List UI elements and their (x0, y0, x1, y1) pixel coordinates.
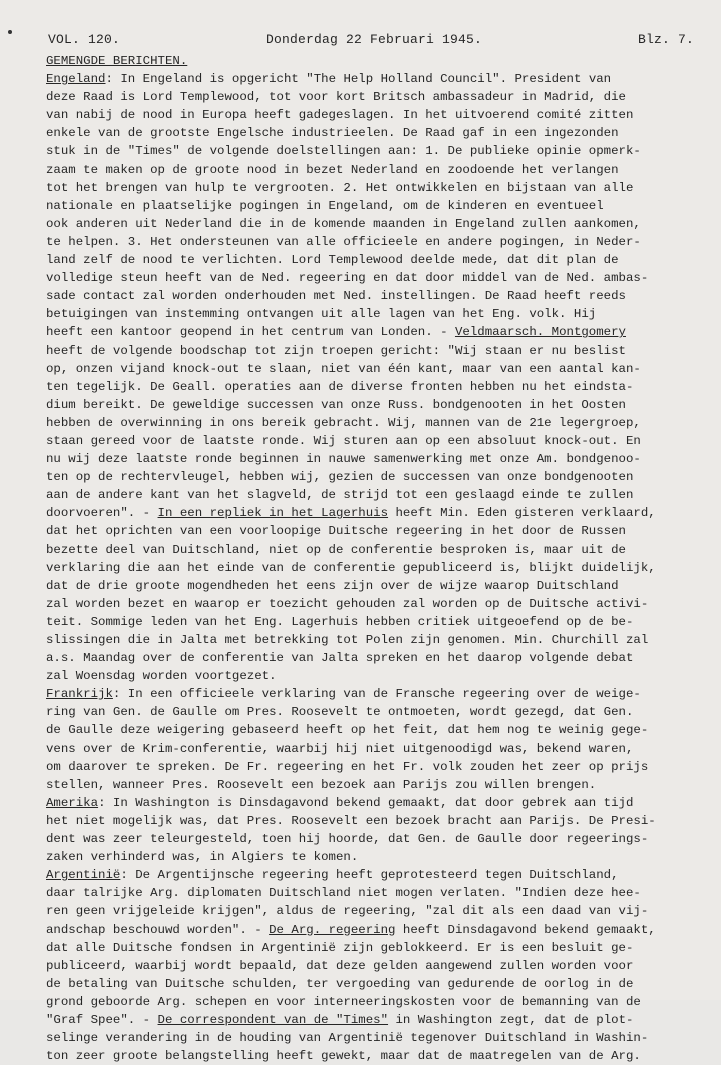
text-line (46, 414, 698, 432)
text-segment: het niet mogelijk was, dat Pres. Roosevelt een bezoek bracht aan Parijs. De Presi- (46, 813, 656, 828)
text-line (46, 993, 698, 1011)
text-line (46, 957, 698, 975)
text-line (46, 1047, 698, 1065)
text-segment: : In Engeland is opgericht "The Help Holland Council". President van (105, 72, 612, 87)
text-line (46, 577, 698, 595)
text-segment: ten op de rechtervleugel, hebben wij, gezien de successen van onze bondgenooten (46, 470, 634, 485)
text-segment: staan gereed voor de laatste ronde. Wij sturen aan op een absoluut knock-out. En (46, 433, 641, 448)
text-segment: heeft een kantoor geopend in het centrum van Londen. - (46, 325, 455, 340)
text-segment: dium bereikt. De geweldige successen van onze Russ. bondgenooten in het Oosten (46, 397, 626, 412)
text-segment: zaam te maken op de groote nood in bezet Nederland en zoodoende het verlangen (46, 162, 619, 177)
text-line (46, 1011, 698, 1029)
text-segment: in Washington zegt, dat de plot- (388, 1012, 634, 1027)
underlined-heading: Argentinië (46, 868, 121, 883)
text-line (46, 378, 698, 396)
text-segment: dat het oprichten van een voorloopige Duitsche regeering in het door de Russen (46, 524, 626, 539)
text-segment: betuigingen van instemming ontvangen uit alle lagen van het Eng. volk. Hij (46, 307, 597, 322)
text-line (46, 794, 698, 812)
text-line (46, 251, 698, 269)
text-line (46, 559, 698, 577)
section-title (46, 52, 698, 70)
text-line (46, 631, 698, 649)
text-line (46, 848, 698, 866)
text-segment: : In een officieele verklaring van de Fransche regeering over de weige- (112, 687, 641, 702)
text-line (46, 504, 698, 522)
text-line (46, 975, 698, 993)
text-segment: ten tegelijk. De Geall. operaties aan de diverse fronten hebben nu het eindsta- (46, 379, 634, 394)
underlined-heading: Engeland (46, 72, 106, 87)
text-segment: "Graf Spee". - (46, 1012, 158, 1027)
text-segment: ren geen vrijgeleide krijgen", aldus de regeering, "zal dit als een daad van vij- (46, 904, 649, 919)
text-line (46, 161, 698, 179)
text-line (46, 921, 698, 939)
text-line (46, 595, 698, 613)
text-line (46, 866, 698, 884)
text-segment: enkele van de grootste Engelsche industrieelen. De Raad gaf in een ingezonden (46, 126, 619, 141)
text-line (46, 649, 698, 667)
text-line (46, 721, 698, 739)
text-segment: stuk in de "Times" de volgende doelstellingen aan: 1. De publieke opinie opmerk- (46, 144, 641, 159)
text-line (46, 939, 698, 957)
text-segment: aan de andere kant van het slagveld, de strijd tot een geslaagd einde te zullen (46, 488, 634, 503)
punch-mark (8, 30, 12, 34)
text-segment: deze Raad is Lord Templewood, tot voor kort Britsch ambassadeur in Madrid, die (46, 90, 626, 105)
text-segment: volledige steun heeft van de Ned. regeering en dat door middel van de Ned. ambas- (46, 271, 649, 286)
text-line (46, 233, 698, 251)
text-segment: : De Argentijnsche regeering heeft geprotesteerd tegen Duitschland, (120, 868, 619, 883)
text-line (46, 468, 698, 486)
text-segment: heeft Dinsdagavond bekend gemaakt, (395, 922, 656, 937)
text-segment: heeft de volgende boodschap tot zijn troepen gericht: "Wij staan er nu beslist (46, 343, 626, 358)
text-segment: de Gaulle deze weigering gebaseerd heeft op het feit, dat hem nog te weinig gege- (46, 723, 649, 738)
text-segment: heeft Min. Eden gisteren verklaard, (388, 506, 656, 521)
text-segment: nu wij deze laatste ronde beginnen in nauwe samenwerking met onze Am. bondgenoo- (46, 452, 641, 467)
text-segment: dat de drie groote mogendheden het eens zijn over de wijze waarop Duitschland (46, 578, 619, 593)
text-line (46, 486, 698, 504)
text-segment: andschap beschouwd worden". - (46, 922, 270, 937)
text-segment: van nabij de nood in Europa heeft gadegeslagen. In het uitvoerend comité zitten (46, 108, 634, 123)
underlined-heading: De correspondent van de "Times" (157, 1012, 389, 1027)
text-line (46, 685, 698, 703)
text-segment: tot het brengen van hulp te vergrooten. 2. Het ontwikkelen en bijstaan van alle (46, 180, 634, 195)
text-line (46, 902, 698, 920)
article-body (46, 52, 698, 1065)
text-line (46, 287, 698, 305)
text-segment: doorvoeren". - (46, 506, 158, 521)
text-segment: ton zeer groote belangstelling heeft gewekt, maar dat de maatregelen van de Arg. (46, 1049, 641, 1064)
text-segment: slissingen die in Jalta met betrekking tot Polen zijn genomen. Min. Churchill zal (46, 633, 649, 647)
text-line (46, 667, 698, 685)
text-segment: zal Woensdag worden voortgezet. (46, 669, 277, 684)
text-line (46, 179, 698, 197)
text-segment: ook anderen uit Nederland die in de komende maanden in Engeland zullen aankomen, (46, 216, 641, 231)
text-segment: land zelf de nood te verlichten. Lord Templewood deelde mede, dat dit plan de (46, 253, 619, 268)
text-line (46, 142, 698, 160)
text-line (46, 884, 698, 902)
underlined-heading: In een repliek in het Lagerhuis (157, 506, 389, 521)
text-line (46, 124, 698, 142)
volume-number: VOL. 120. (48, 32, 121, 47)
text-line (46, 106, 698, 124)
underlined-heading: Veldmaarsch. Montgomery (454, 325, 626, 340)
text-segment: ring van Gen. de Gaulle om Pres. Roosevelt te ontmoeten, wordt gezegd, dat Gen. (46, 705, 634, 720)
text-line (46, 812, 698, 830)
text-line (46, 522, 698, 540)
text-segment: publiceerd, waarbij wordt bepaald, dat deze gelden aangewend zullen worden voor (46, 958, 634, 973)
underlined-heading: Frankrijk (46, 687, 113, 702)
text-line (46, 776, 698, 794)
text-segment: selinge verandering in de houding van Argentinië tegenover Duitschland in Washin- (46, 1031, 649, 1046)
text-line (46, 396, 698, 414)
text-segment: stellen, wanneer Pres. Roosevelt een bezoek aan Parijs zou willen brengen. (46, 777, 597, 792)
text-line (46, 88, 698, 106)
text-segment: dent was zeer teleurgesteld, toen hij hoorde, dat Gen. de Gaulle door regeerings- (46, 832, 649, 847)
text-line (46, 70, 698, 88)
text-segment: a.s. Maandag over de conferentie van Jalta spreken en het daarop volgende debat (46, 651, 634, 666)
text-line (46, 830, 698, 848)
issue-date: Donderdag 22 Februari 1945. (266, 32, 483, 47)
page-header (48, 32, 701, 50)
text-segment: : In Washington is Dinsdagavond bekend gemaakt, dat door gebrek aan tijd (98, 795, 634, 810)
text-segment: om daarover te spreken. De Fr. regeering en het Fr. volk zouden het zeer op prijs (46, 759, 649, 774)
text-segment: verklaring die aan het einde van de conferentie gepubliceerd is, blijkt duidelijk, (46, 560, 656, 575)
text-line (46, 432, 698, 450)
text-line (46, 197, 698, 215)
text-line (46, 1029, 698, 1047)
text-segment: hebben de overwinning in ons bereik gebracht. Wij, mannen van de 21e legergroep, (46, 415, 641, 430)
text-line (46, 541, 698, 559)
text-line (46, 740, 698, 758)
text-line (46, 269, 698, 287)
text-line (46, 305, 698, 323)
text-segment: zal worden bezet en waarop er toezicht gehouden zal worden op de Duitsche activi- (46, 596, 649, 611)
text-segment: te helpen. 3. Het ondersteunen van alle officieele en andere pogingen, in Neder- (46, 234, 641, 249)
text-line (46, 450, 698, 468)
text-segment: bezette deel van Duitschland, niet op de conferentie besproken is, maar uit de (46, 542, 626, 557)
text-line (46, 613, 698, 631)
text-segment: sade contact zal worden onderhouden met Ned. instellingen. De Raad heeft reeds (46, 289, 626, 304)
text-line (46, 215, 698, 233)
text-line (46, 758, 698, 776)
underlined-heading: GEMENGDE BERICHTEN. (46, 54, 188, 68)
text-segment: zaken verhinderd was, in Algiers te komen. (46, 850, 359, 865)
page-number: Blz. 7. (638, 32, 695, 47)
text-segment: grond geboorde Arg. schepen en voor interneeringskosten voor de bemanning van de (46, 994, 641, 1009)
text-segment: op, onzen vijand knock-out te slaan, niet van één kant, maar van een aantal kan- (46, 361, 641, 376)
text-segment: vens over de Krim-conferentie, waarbij hij niet uitgenoodigd was, bekend waren, (46, 741, 634, 756)
text-segment: nationale en plaatselijke pogingen in Engeland, om de kinderen en eventueel (46, 198, 604, 213)
text-line (46, 703, 698, 721)
text-line (46, 342, 698, 360)
text-segment: daar talrijke Arg. diplomaten Duitschland niet mogen verlaten. "Indien deze hee- (46, 886, 641, 901)
text-segment: dat alle Duitsche fondsen in Argentinië zijn geblokkeerd. Er is een besluit ge- (46, 940, 634, 955)
text-line (46, 323, 698, 341)
text-segment: de betaling van Duitsche schulden, ter vergoeding van gedurende de oorlog in de (46, 976, 634, 991)
text-segment: teit. Sommige leden van het Eng. Lagerhuis hebben critiek uitgeoefend op de be- (46, 614, 634, 629)
underlined-heading: De Arg. regeering (269, 922, 396, 937)
text-line (46, 360, 698, 378)
underlined-heading: Amerika (46, 795, 99, 810)
